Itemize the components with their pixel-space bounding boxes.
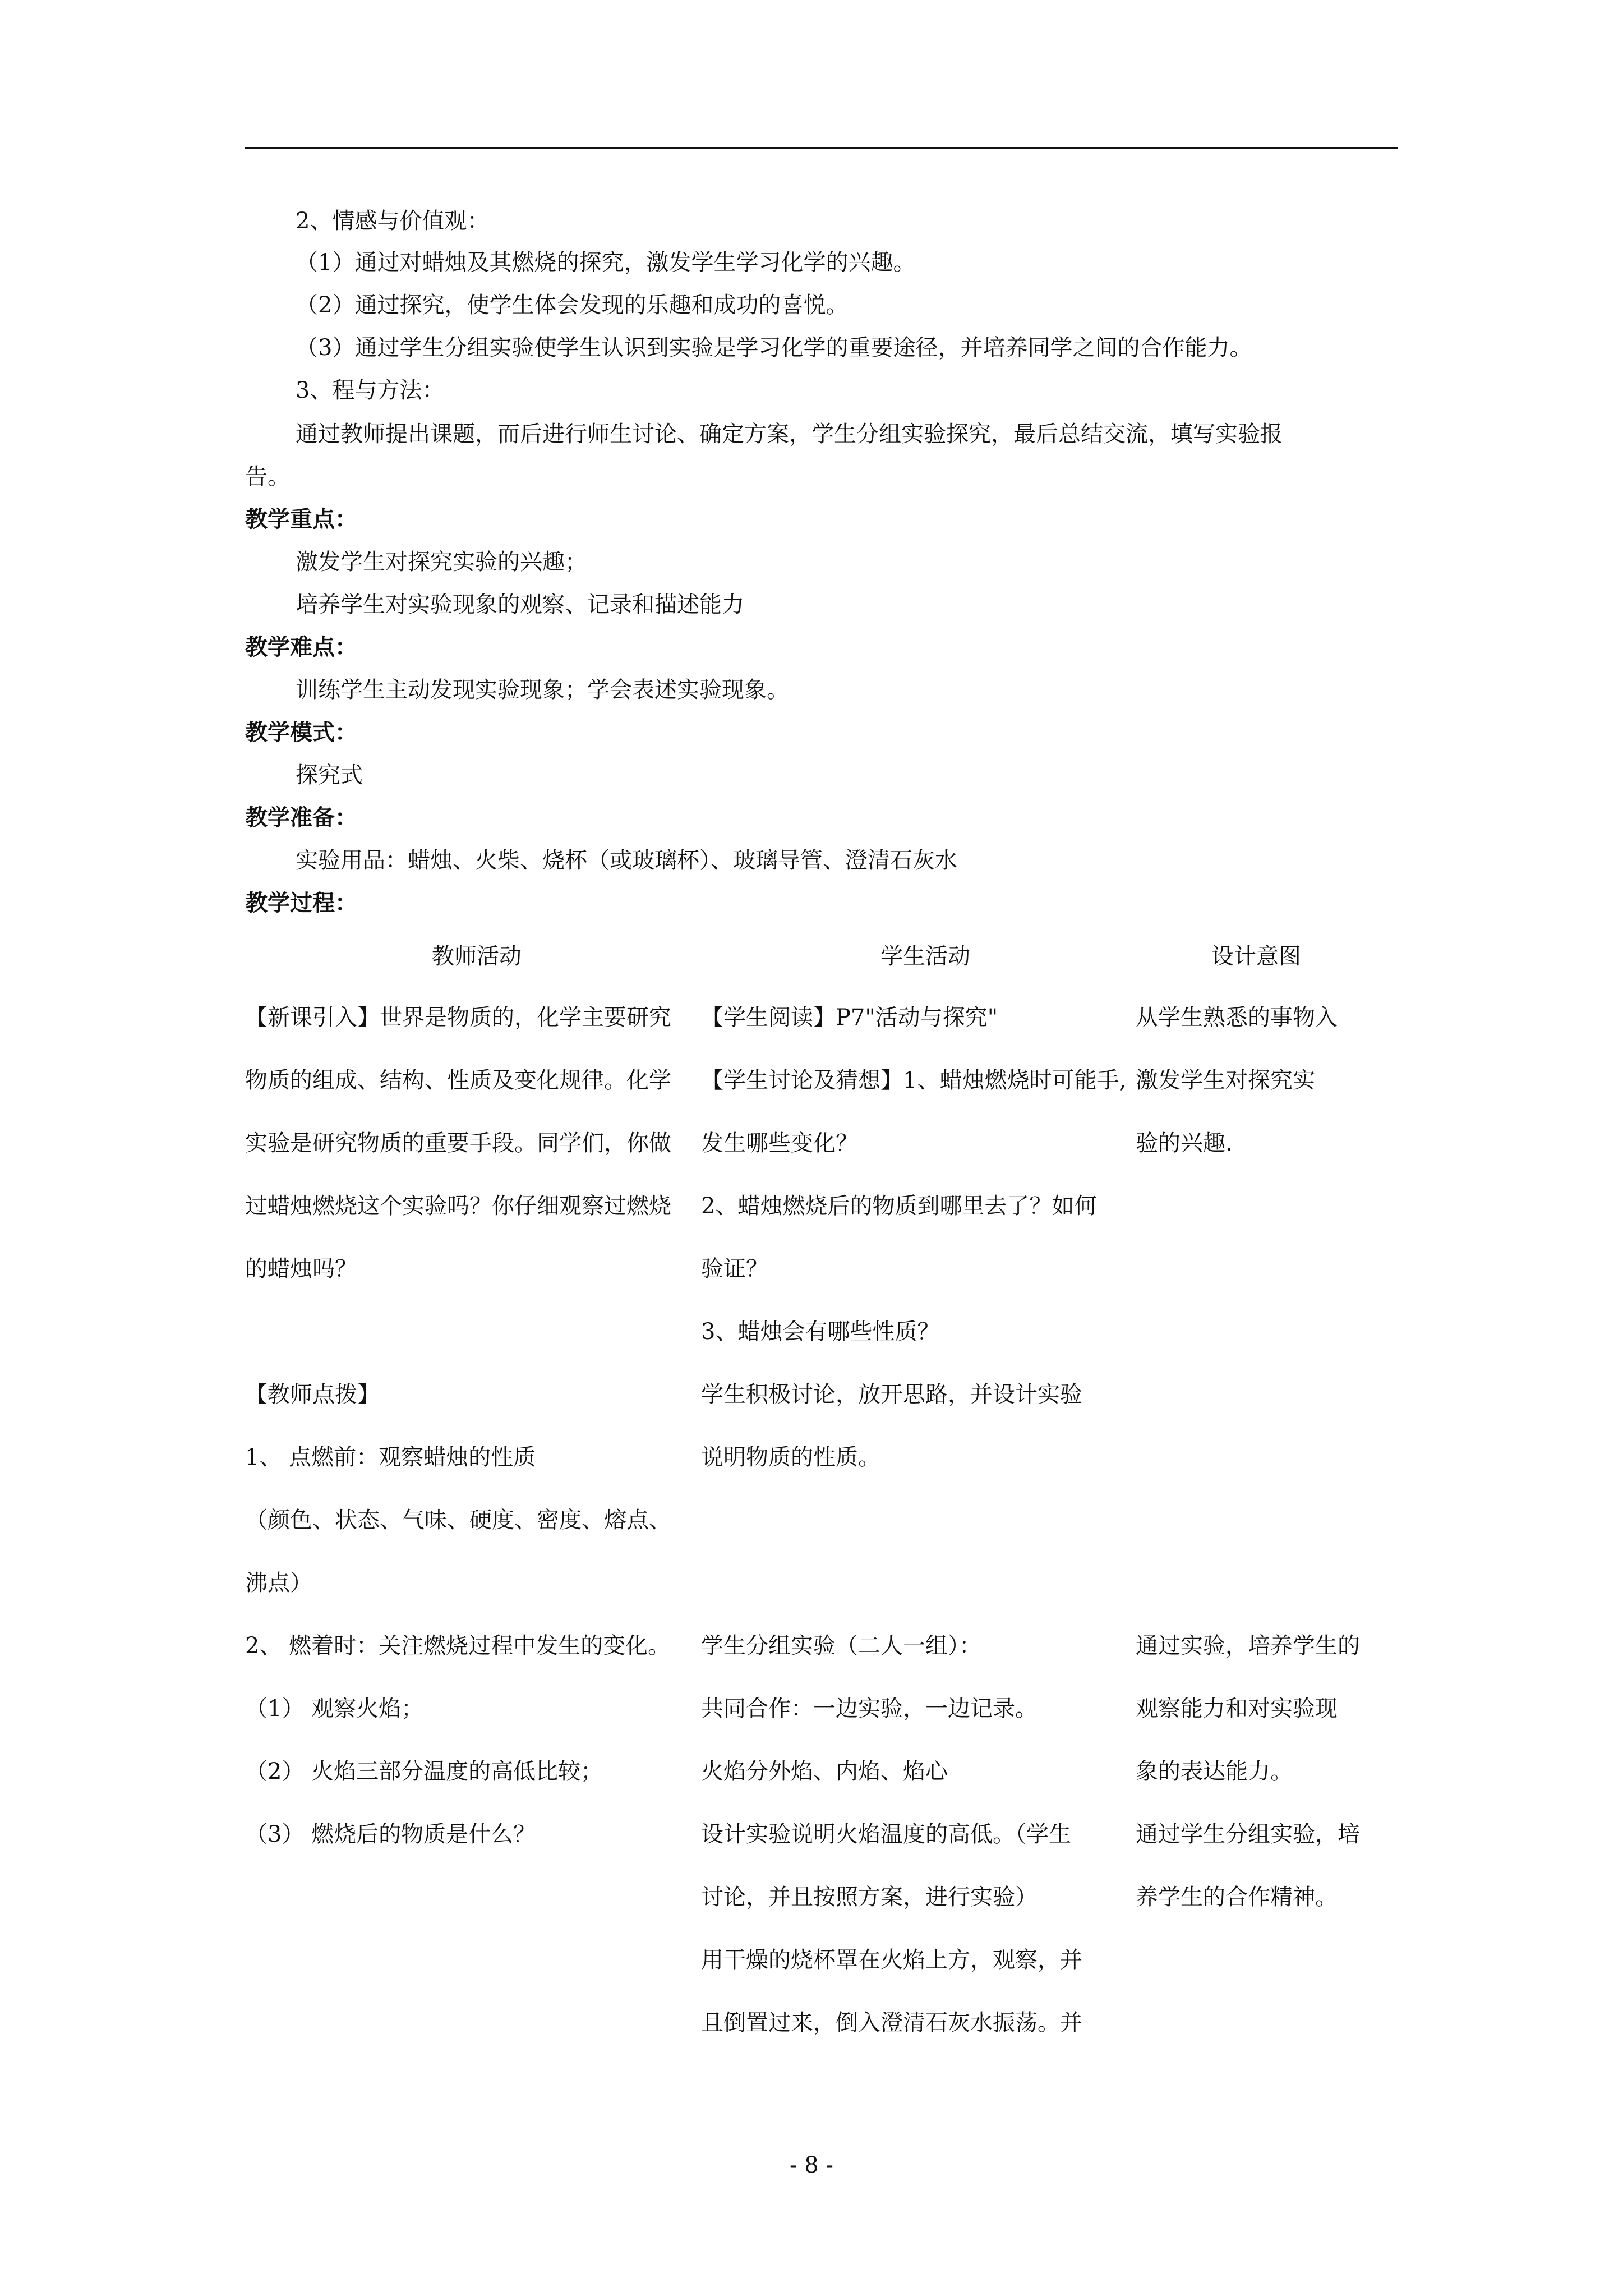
header-rule	[245, 147, 1398, 149]
process-heading: 教学过程：	[245, 890, 357, 916]
table-cell-student: 验证？	[701, 1256, 768, 1282]
difficulty-heading: 教学难点：	[245, 634, 357, 660]
emotion-item-2: （2）通过探究，使学生体会发现的乐趣和成功的喜悦。	[296, 292, 849, 318]
key-point-2: 培养学生对实验现象的观察、记录和描述能力	[296, 592, 744, 618]
table-cell-student: 学生积极讨论，放开思路，并设计实验	[701, 1382, 1082, 1407]
prep-text: 实验用品：蜡烛、火柴、烧杯（或玻璃杯）、玻璃导管、澄清石灰水	[296, 848, 957, 873]
table-cell-student: 设计实验说明火焰温度的高低。（学生	[701, 1821, 1071, 1847]
key-points-heading: 教学重点：	[245, 506, 357, 532]
table-cell-teacher: 过蜡烛燃烧这个实验吗？你仔细观察过燃烧	[245, 1193, 671, 1219]
emotion-item-3: （3）通过学生分组实验使学生认识到实验是学习化学的重要途径，并培养同学之间的合作能力。	[296, 335, 1252, 361]
table-cell-student: 3、蜡烛会有哪些性质？	[701, 1319, 940, 1345]
table-cell-teacher: 实验是研究物质的重要手段。同学们，你做	[245, 1130, 671, 1156]
table-cell-teacher: 物质的组成、结构、性质及变化规律。化学	[245, 1068, 671, 1093]
method-heading: 3、程与方法：	[296, 378, 445, 403]
table-cell-student: 学生分组实验（二人一组）：	[701, 1633, 981, 1659]
table-cell-design: 激发学生对探究实	[1136, 1068, 1315, 1093]
table-cell-design: 通过学生分组实验，培	[1136, 1821, 1360, 1847]
table-header-design: 设计意图	[1211, 944, 1301, 969]
method-text-line2: 告。	[245, 464, 290, 490]
table-cell-design: 养学生的合作精神。	[1136, 1884, 1338, 1910]
table-cell-teacher: （1） 观察火焰；	[245, 1696, 424, 1722]
mode-heading: 教学模式：	[245, 719, 357, 746]
table-cell-teacher: （颜色、状态、气味、硬度、密度、熔点、	[245, 1507, 671, 1533]
key-point-1: 激发学生对探究实验的兴趣；	[296, 549, 587, 575]
table-cell-teacher: 【新课引入】世界是物质的，化学主要研究	[245, 1005, 671, 1030]
emotion-heading: 2、情感与价值观：	[296, 208, 490, 234]
table-header-student: 学生活动	[880, 944, 970, 969]
table-cell-student: 说明物质的性质。	[701, 1444, 880, 1470]
difficulty-text: 训练学生主动发现实验现象；学会表述实验现象。	[296, 677, 789, 703]
table-cell-student: 火焰分外焰、内焰、焰心	[701, 1759, 948, 1784]
table-header-teacher: 教师活动	[432, 944, 522, 969]
table-cell-student: 讨论，并且按照方案，进行实验）	[701, 1884, 1038, 1910]
table-cell-design: 验的兴趣.	[1136, 1130, 1233, 1156]
emotion-item-1: （1）通过对蜡烛及其燃烧的探究，激发学生学习化学的兴趣。	[296, 250, 916, 275]
table-cell-design: 观察能力和对实验现	[1136, 1696, 1338, 1722]
table-cell-design: 从学生熟悉的事物入	[1136, 1005, 1338, 1030]
mode-text: 探究式	[296, 762, 363, 788]
table-cell-student: 2、蜡烛燃烧后的物质到哪里去了？如何	[701, 1193, 1097, 1219]
table-cell-teacher: （3） 燃烧后的物质是什么？	[245, 1821, 536, 1847]
table-cell-student: 【学生讨论及猜想】1、蜡烛燃烧时可能手,	[701, 1068, 1127, 1093]
table-cell-design: 象的表达能力。	[1136, 1759, 1293, 1784]
table-cell-student: 发生哪些变化？	[701, 1130, 858, 1156]
table-cell-teacher: 的蜡烛吗？	[245, 1256, 357, 1282]
table-cell-student: 【学生阅读】P7"活动与探究"	[701, 1005, 998, 1030]
table-cell-teacher: 2、 燃着时：关注燃烧过程中发生的变化。	[245, 1633, 671, 1659]
table-cell-student: 用干燥的烧杯罩在火焰上方，观察，并	[701, 1947, 1082, 1973]
table-cell-teacher: 1、 点燃前：观察蜡烛的性质	[245, 1444, 536, 1470]
prep-heading: 教学准备：	[245, 804, 357, 831]
table-cell-student: 共同合作：一边实验，一边记录。	[701, 1696, 1038, 1722]
table-cell-teacher: （2） 火焰三部分温度的高低比较；	[245, 1759, 603, 1784]
table-cell-teacher: 【教师点拨】	[245, 1382, 380, 1407]
method-text-line1: 通过教师提出课题，而后进行师生讨论、确定方案，学生分组实验探究，最后总结交流，填写实验报	[296, 421, 1283, 447]
table-cell-teacher: 沸点）	[245, 1570, 312, 1596]
table-cell-student: 且倒置过来，倒入澄清石灰水振荡。并	[701, 2010, 1082, 2036]
table-cell-design: 通过实验，培养学生的	[1136, 1633, 1360, 1659]
page-number: - 8 -	[790, 2152, 833, 2178]
